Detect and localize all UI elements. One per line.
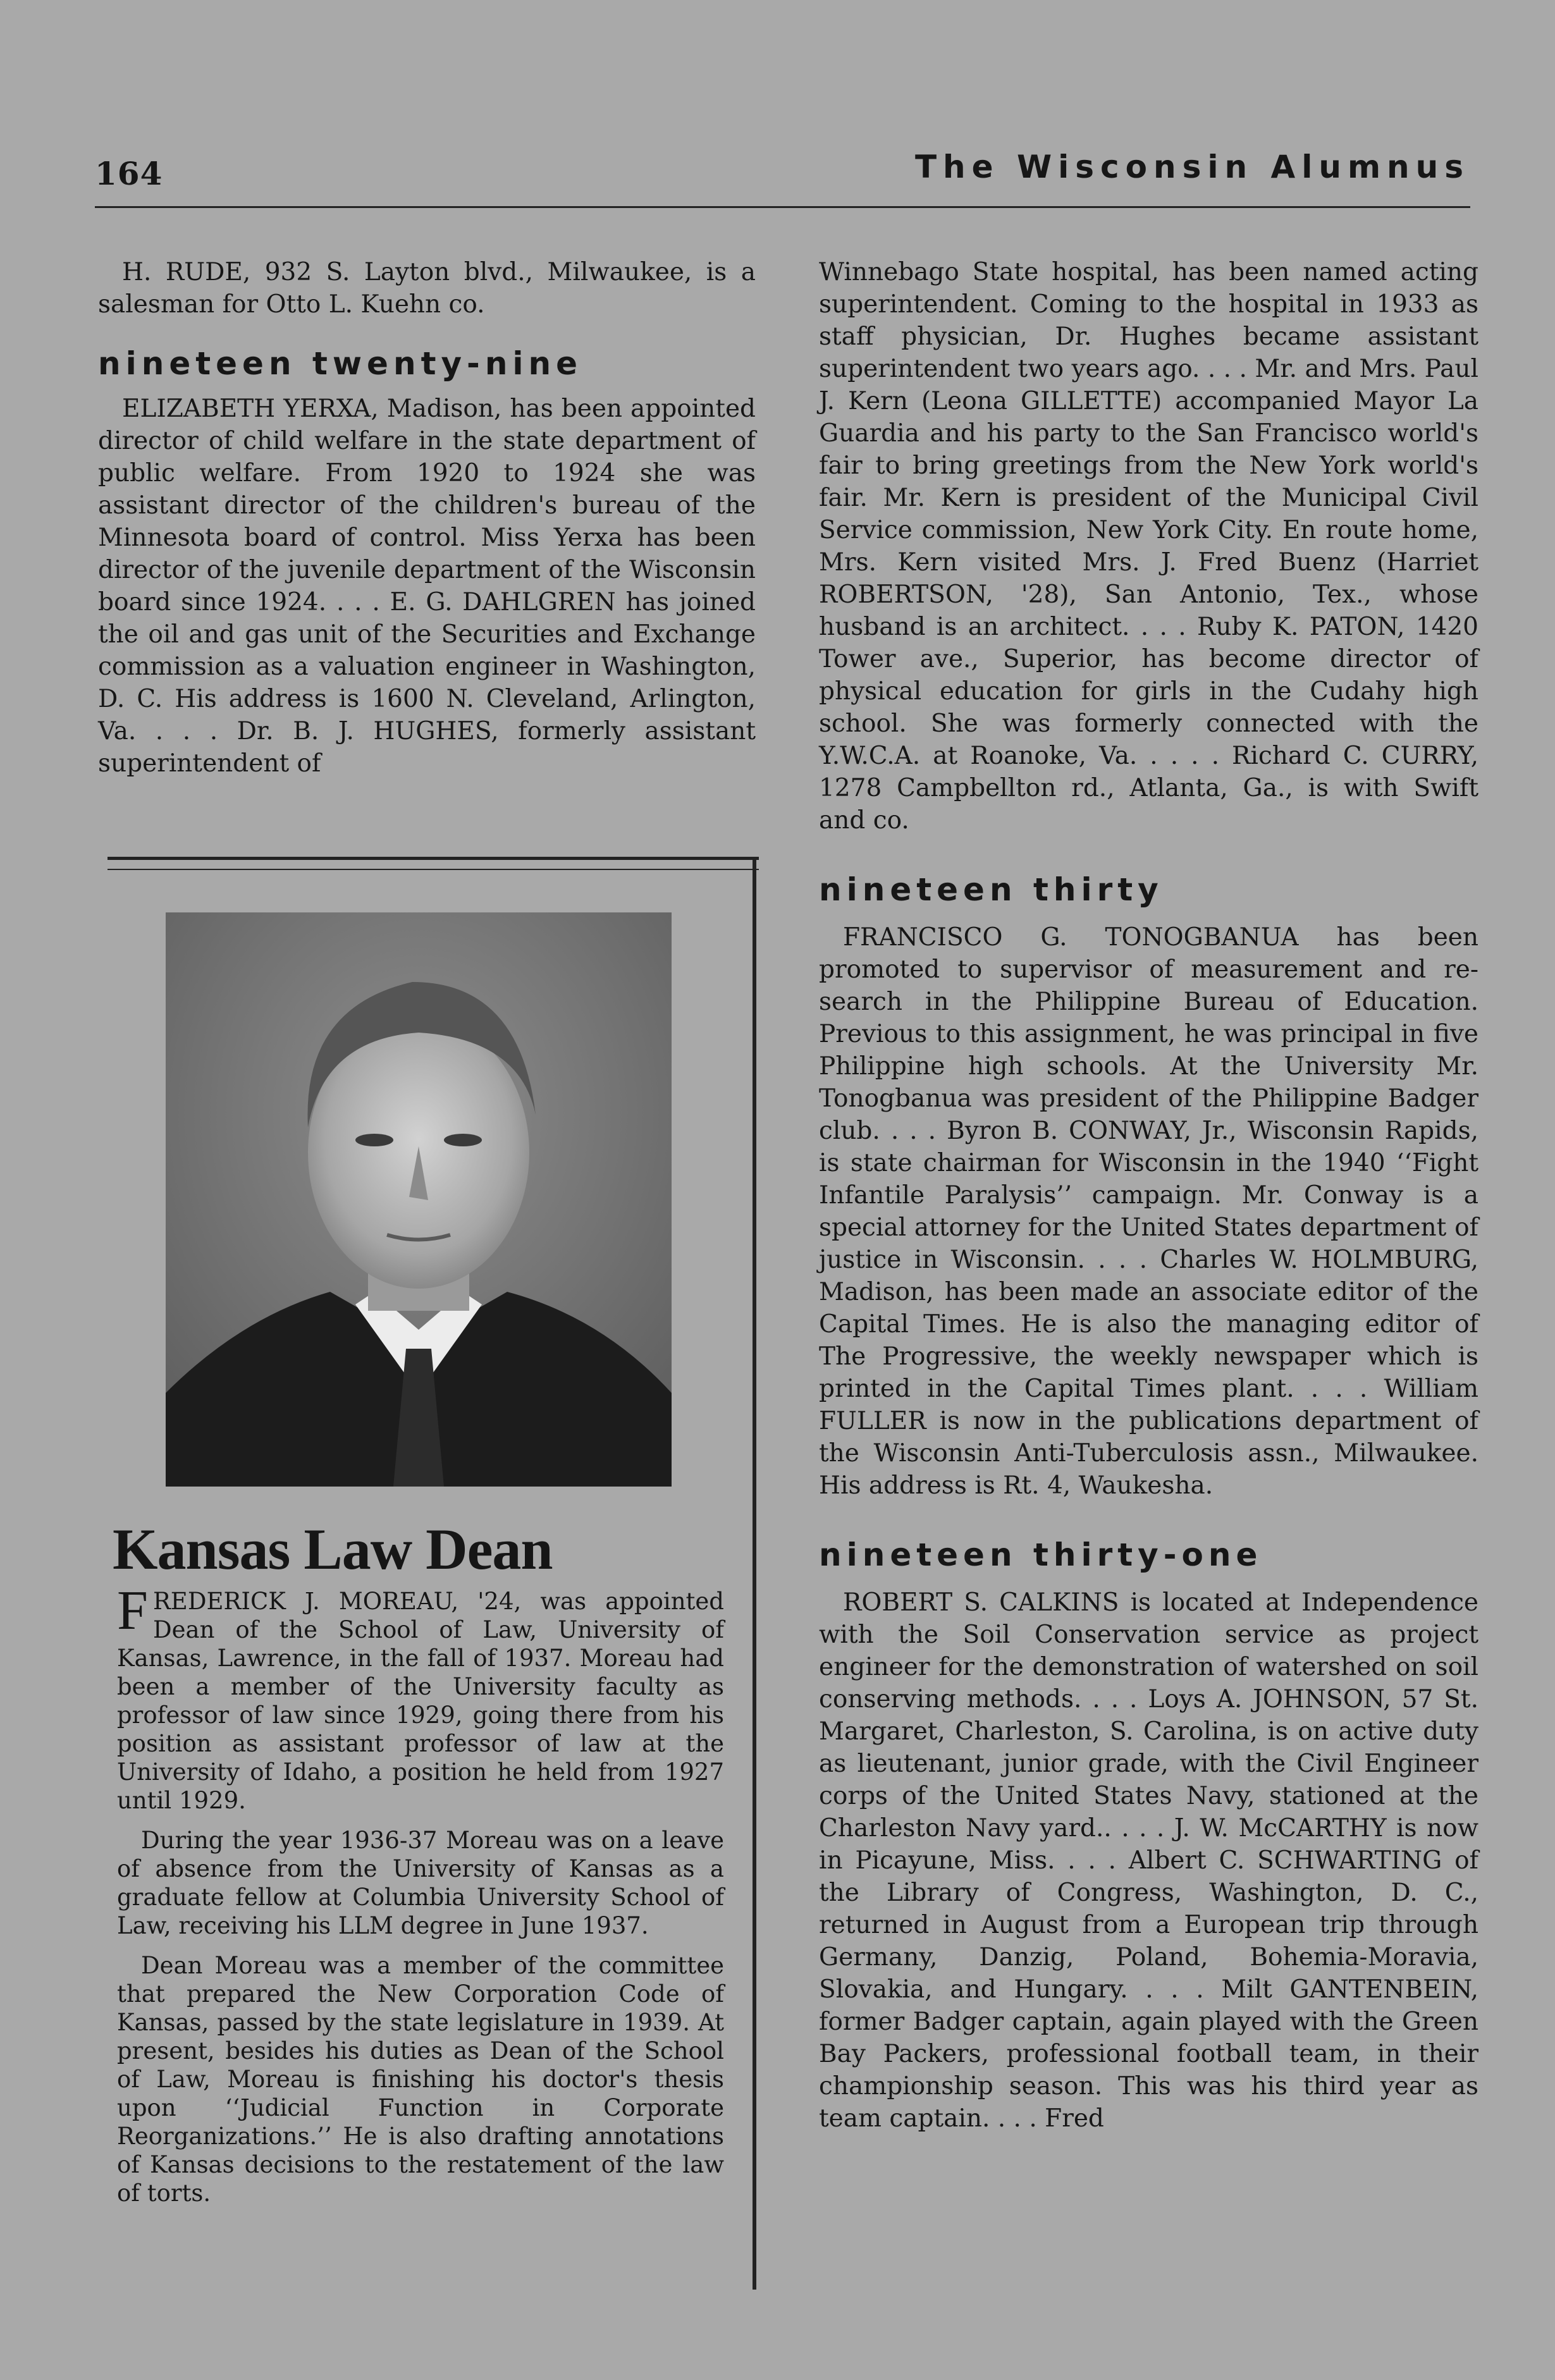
paragraph-rude: H. RUDE, 932 S. Layton blvd., Milwaukee, is a salesman for Otto L. Kuehn co. [98, 258, 756, 319]
paragraph-1931: ROBERT S. CALKINS is located at Independence with the Soil Conservation service as project engineer for the demonstration of watershed on soil conserving methods. . . . Loys A. JOHNSON, 57 St. Margaret, Charleston, S. Carolina, is on active duty as lieutenant, junior grade, with the Civil Engineer corps of the United States Navy, stationed at the Charleston Navy yard.. . . . J. W. McCARTHY is now in Picayune, Miss. . . . Albert C. SCHWARTING of the Library of Congress, Washington, D. C., returned in August from a European trip through Germany, Danzig, Poland, Bohemia-Moravia, Slovakia, and Hungary. . . . Milt GANTENBEIN, former Badger captain, again played with the Green Bay Packers, professional football team, in their championship season. This was his third year as team captain. . . . Fred [819, 1588, 1478, 2133]
drop-cap: F [117, 1580, 148, 1641]
header-rule [95, 206, 1470, 208]
feature-paragraph-2: During the year 1936-37 Moreau was on a leave of absence from the University of Kansas as a graduate fellow at Columbia University School of Law, receiving his LLM degree in June 1937. [117, 1827, 724, 1939]
publication-title: The Wisconsin Alumnus [914, 149, 1470, 185]
feature-paragraph-1 [117, 1580, 724, 1815]
feature-article [117, 1580, 724, 2219]
paragraph-1930: FRANCISCO G. TONOGBANUA has been promoted to supervisor of measurement and research in the Philippine Bureau of Education. Previous to this assignment, he was principal in five Philippine high schools. At the University Mr. Tonogbanua was president of the Philippine Badger club. . . . Byron B. CONWAY, Jr., Wisconsin Rapids, is state chairman for Wisconsin in the 1940 ‘‘Fight Infantile Paralysis’’ campaign. Mr. Conway is a special attorney for the United States department of justice in Wisconsin. . . . Charles W. HOLMBURG, Madison, has been made an associate editor of the Capital Times. He is also the managing editor of The Progressive, the weekly newspaper which is printed in the Capital Times plant. . . . William FULLER is now in the publications department of the Wisconsin Anti-Tuberculosis assn., Milwaukee. His address is Rt. 4, Waukesha. [819, 923, 1478, 1500]
feature-box-right-rule [753, 857, 756, 2290]
feature-paragraph-1-text: REDERICK J. MOREAU, '24, was appointed Dean of the School of Law, University of Kansas, Lawrence, in the fall of 1937. Moreau had been a member of the University faculty as professor of law since 1929, going there from his position as assistant professor of law at the University of Idaho, a position he held from 1927 until 1929. [117, 1588, 724, 1814]
paragraph-hughes-continued: Winnebago State hospital, has been named acting superintendent. Coming to the hospital in 1933 as staff physician, Dr. Hughes became assistant superintendent two years ago. . . . Mr. and Mrs. Paul J. Kern (Leona GILLETTE) accompanied Mayor La Guardia and his party to the San Francisco world's fair to bring greetings from the New York world's fair. Mr. Kern is president of the Municipal Civil Service commission, New York City. En route home, Mrs. Kern visited Mrs. J. Fred Buenz (Harriet ROBERTSON, '28), San Antonio, Tex., whose husband is an architect. . . . Ruby K. PATON, 1420 Tower ave., Superior, has become director of physical education for girls in the Cudahy high school. She was formerly connected with the Y.W.C.A. at Roanoke, Va. . . . . Richard C. CURRY, 1278 Campbellton rd., Atlanta, Ga., is with Swift and co. [819, 258, 1478, 835]
portrait-photo [166, 912, 672, 1487]
class-heading-1931: nineteen thirty-one [819, 1537, 1263, 1573]
feature-title: Kansas Law Dean [113, 1517, 553, 1581]
paragraph-1929: ELIZABETH YERXA, Madison, has been appointed director of child welfare in the state department of public welfare. From 1920 to 1924 she was assistant director of the children's bureau of the Minnesota board of control. Miss Yerxa has been director of the juvenile department of the Wisconsin board since 1924. . . . E. G. DAHLGREN has joined the oil and gas unit of the Securities and Exchange commission as a valuation engineer in Washington, D. C. His address is 1600 N. Cleveland, Arlington, Va. . . . Dr. B. J. HUGHES, formerly assistant superintendent of [98, 395, 756, 778]
class-heading-1929: nineteen twenty-nine [98, 345, 583, 382]
class-heading-1930: nineteen thirty [819, 871, 1164, 908]
right-column [819, 256, 1478, 2135]
feature-paragraph-3: Dean Moreau was a member of the committee that prepared the New Corporation Code of Kansas, passed by the state legislature in 1939. At present, besides his duties as Dean of the School of Law, Moreau is finishing his doctor's thesis upon ‘‘Judicial Function in Corporate Reorganizations.’’ He is also drafting annotations of Kansas decisions to the restatement of the law of torts. [117, 1952, 724, 2207]
feature-box-top-rule [108, 857, 759, 870]
left-column-top [98, 256, 756, 780]
page-number: 164 [95, 155, 163, 192]
